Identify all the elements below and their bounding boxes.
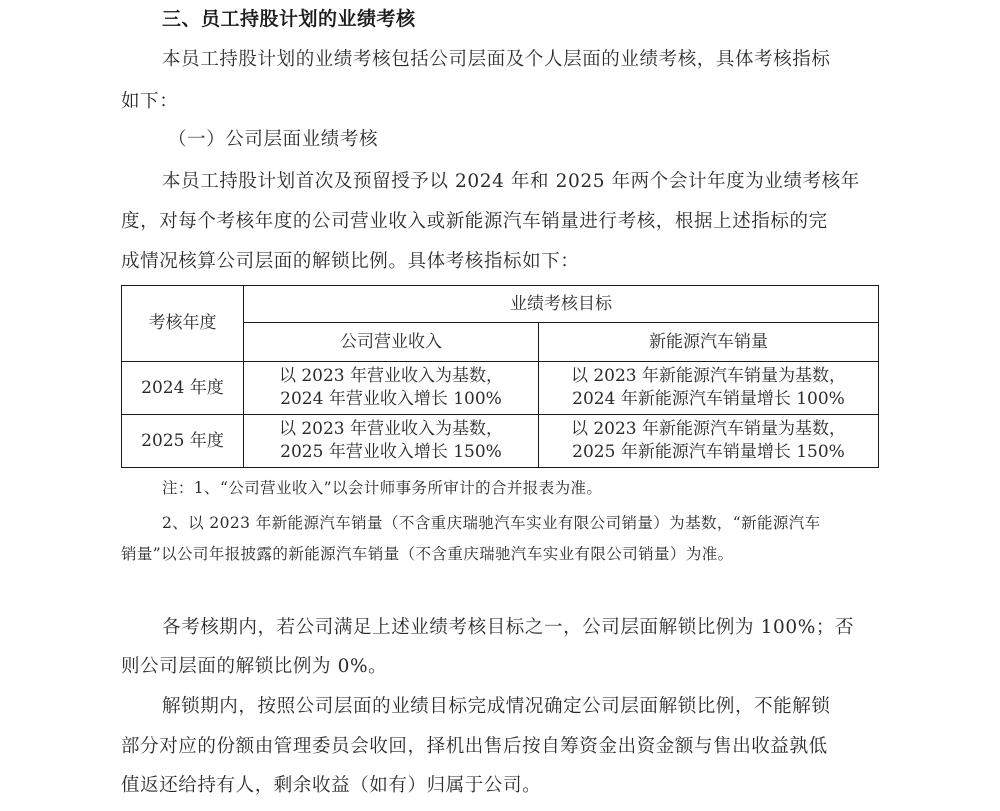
section-heading: 三、员工持股计划的业绩考核 — [162, 8, 416, 30]
subheading: （一）公司层面业绩考核 — [168, 129, 379, 150]
revenue-line-2: 2025 年营业收入增长 150% — [280, 442, 502, 462]
ev-sales-line-2: 2025 年新能源汽车销量增长 150% — [572, 442, 845, 462]
note-1: 注：1、“公司营业收入”以会计师事务所审计的合并报表为准。 — [162, 479, 603, 497]
para2-line-1: 各考核期内，若公司满足上述业绩考核目标之一，公司层面解锁比例为 100%；否 — [162, 617, 855, 638]
revenue-line-1: 以 2023 年营业收入为基数， — [278, 366, 504, 386]
year-cell: 2024 年度 — [122, 362, 244, 415]
revenue-cell — [244, 362, 539, 415]
year-cell: 2025 年度 — [122, 415, 244, 468]
intro-line-2: 如下： — [121, 91, 179, 112]
ev-sales-line-1: 以 2023 年新能源汽车销量为基数， — [570, 419, 847, 439]
col-header-year: 考核年度 — [122, 286, 244, 362]
ev-sales-line-1: 以 2023 年新能源汽车销量为基数， — [570, 366, 847, 386]
note-2-line-1: 2、以 2023 年新能源汽车销量（不含重庆瑞驰汽车实业有限公司销量）为基数，“新能源汽车 — [162, 514, 821, 532]
note-2-line-2: 销量”以公司年报披露的新能源汽车销量（不含重庆瑞驰汽车实业有限公司销量）为准。 — [121, 545, 734, 563]
group-header-targets: 业绩考核目标 — [244, 286, 879, 323]
revenue-line-1: 以 2023 年营业收入为基数， — [278, 419, 504, 439]
performance-target-table — [121, 285, 879, 468]
para1-line-3: 成情况核算公司层面的解锁比例。具体考核指标如下： — [121, 251, 580, 272]
col-header-revenue: 公司营业收入 — [244, 323, 539, 362]
table-row — [122, 415, 879, 468]
para2-line-2: 则公司层面的解锁比例为 0%。 — [121, 656, 388, 677]
col-header-ev-sales: 新能源汽车销量 — [539, 323, 879, 362]
para1-line-2: 度，对每个考核年度的公司营业收入或新能源汽车销量进行考核，根据上述指标的完 — [121, 211, 828, 232]
ev-sales-line-2: 2024 年新能源汽车销量增长 100% — [572, 389, 845, 409]
para3-line-2: 部分对应的份额由管理委员会收回，择机出售后按自筹资金出资金额与售出收益孰低 — [121, 736, 828, 757]
revenue-line-2: 2024 年营业收入增长 100% — [280, 389, 502, 409]
revenue-cell — [244, 415, 539, 468]
ev-sales-cell — [539, 415, 879, 468]
ev-sales-cell — [539, 362, 879, 415]
para3-line-1: 解锁期内，按照公司层面的业绩目标完成情况确定公司层面解锁比例，不能解锁 — [162, 696, 831, 717]
para3-line-3: 值返还给持有人，剩余收益（如有）归属于公司。 — [121, 775, 542, 796]
para1-line-1: 本员工持股计划首次及预留授予以 2024 年和 2025 年两个会计年度为业绩考核年 — [162, 171, 860, 192]
table-row — [122, 362, 879, 415]
intro-line-1: 本员工持股计划的业绩考核包括公司层面及个人层面的业绩考核，具体考核指标 — [162, 49, 831, 70]
